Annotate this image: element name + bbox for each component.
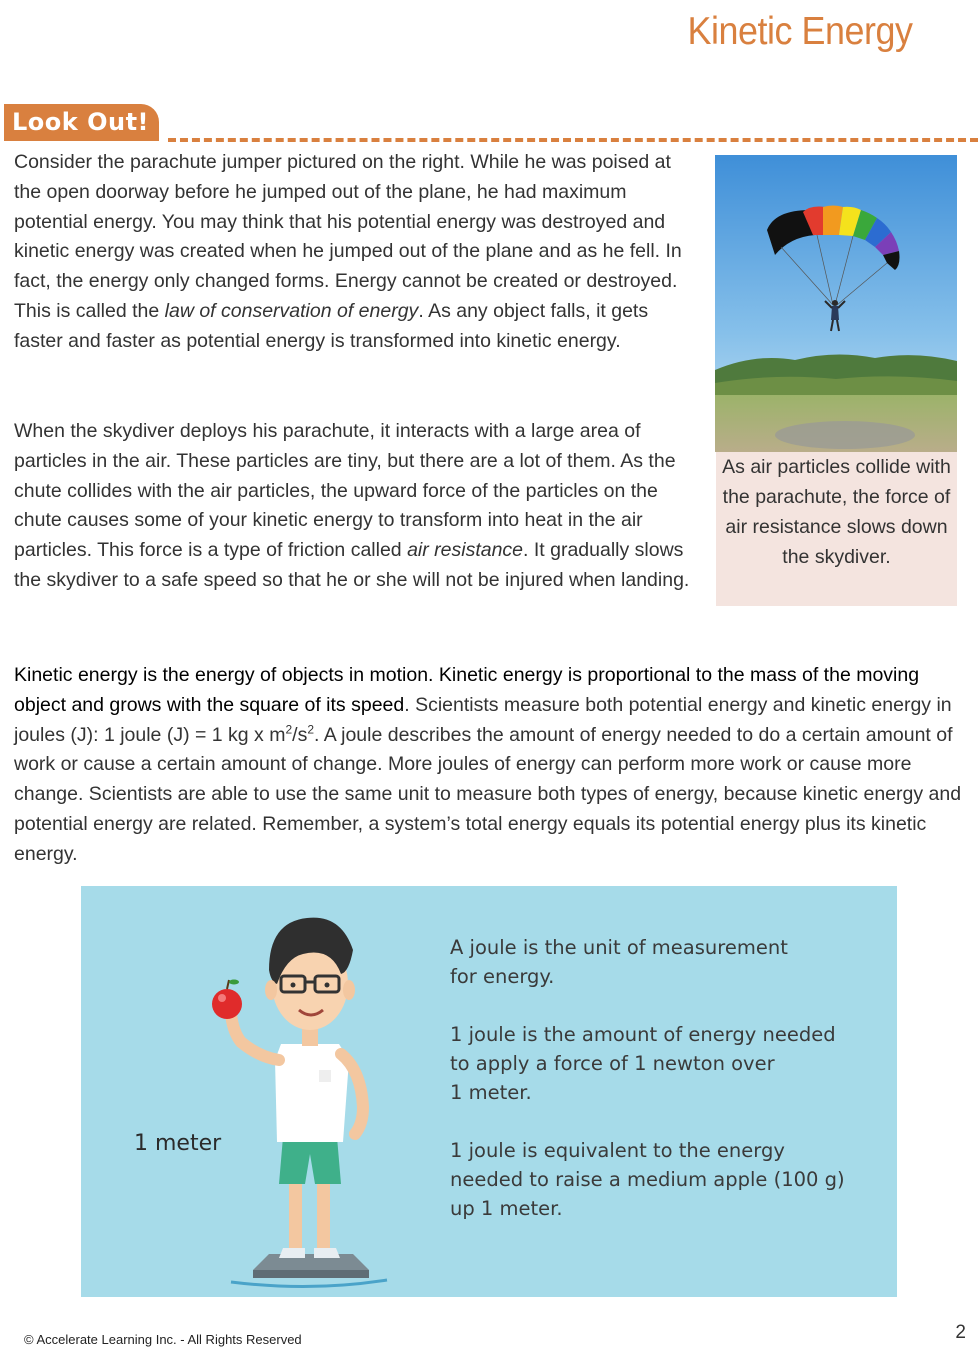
photo-caption <box>716 452 957 606</box>
parachute-illustration <box>715 155 957 452</box>
conservation-text-2: . As any object falls, it gets faster and faster as potential energy is transformed into kinetic energy. <box>14 299 649 352</box>
kinetic-energy-definition: Kinetic energy is the energy of objects in motion. Kinetic energy is proportional to the mass of the moving object and grows with the square of its speed <box>14 664 920 716</box>
superscript-2-s: 2 <box>307 722 315 737</box>
parachute-photo <box>715 155 957 452</box>
look-out-tab: Look Out! <box>4 104 159 141</box>
joule-fact-3: 1 joule is equivalent to the energy needed to raise a medium apple (100 g) up 1 meter. <box>450 1139 845 1220</box>
copyright-notice: © Accelerate Learning Inc. - All Rights Reserved <box>24 1332 302 1347</box>
boy-holding-apple-illustration <box>191 892 421 1292</box>
conservation-term: law of conservation of energy <box>164 299 419 322</box>
joule-fact-2: 1 joule is the amount of energy needed to apply a force of 1 newton over 1 meter. <box>450 1023 836 1104</box>
joules-text-2: /s <box>292 723 308 746</box>
conservation-text-1: Consider the parachute jumper pictured on the right. While he was poised at the open doorway before he jumped out of the plane, he had maximum potential energy. You may think that his potential energy was destroyed and kinetic energy was created when he jumped out of the plane and as he fell. In fact, the energy only changed forms. Energy cannot be created or destroyed. This is called the <box>14 151 682 322</box>
air-resistance-paragraph <box>14 417 694 596</box>
one-meter-label: 1 meter <box>134 1131 222 1156</box>
superscript-2-m: 2 <box>285 722 293 737</box>
conservation-paragraph <box>14 148 694 357</box>
joules-text-1: . Scientists measure both potential energy and kinetic energy in joules (J): 1 joule (J) = 1 kg x m <box>14 693 952 746</box>
air-resistance-text-2: . It gradually slows the skydiver to a safe speed so that he or she will not be injured when landing. <box>14 539 690 591</box>
joules-text-3: . A joule describes the amount of energy needed to do a certain amount of work or cause a certain amount of change. More joules of energy can perform more work or cause more change. Scientists are able to use the same unit to measure both types of energy, because kinetic energy and potential energy are related. Remember, a system’s total energy equals its potential energy plus its kinetic energy. <box>14 723 962 865</box>
page-title: Kinetic Energy <box>687 10 912 53</box>
joule-fact-1: A joule is the unit of measurement for energy. <box>450 936 788 988</box>
air-resistance-term: air resistance <box>407 539 524 562</box>
air-resistance-text-1: When the skydiver deploys his parachute, it interacts with a large area of particles in the air. These particles are tiny, but there are a lot of them. As the chute collides with the air particles, the upward force of the particles on the chute causes some of your kinetic energy to transform into heat in the air particles. This force is a type of friction called <box>14 420 676 562</box>
joule-infographic <box>81 886 897 1297</box>
look-out-dashed-rule <box>168 138 978 142</box>
kinetic-energy-paragraph <box>14 661 969 870</box>
photo-caption-text: As air particles collide with the parachute, the force of air resistance slows down the skydiver. <box>722 456 951 568</box>
joule-facts <box>450 933 880 1252</box>
page-number: 2 <box>955 1322 966 1343</box>
